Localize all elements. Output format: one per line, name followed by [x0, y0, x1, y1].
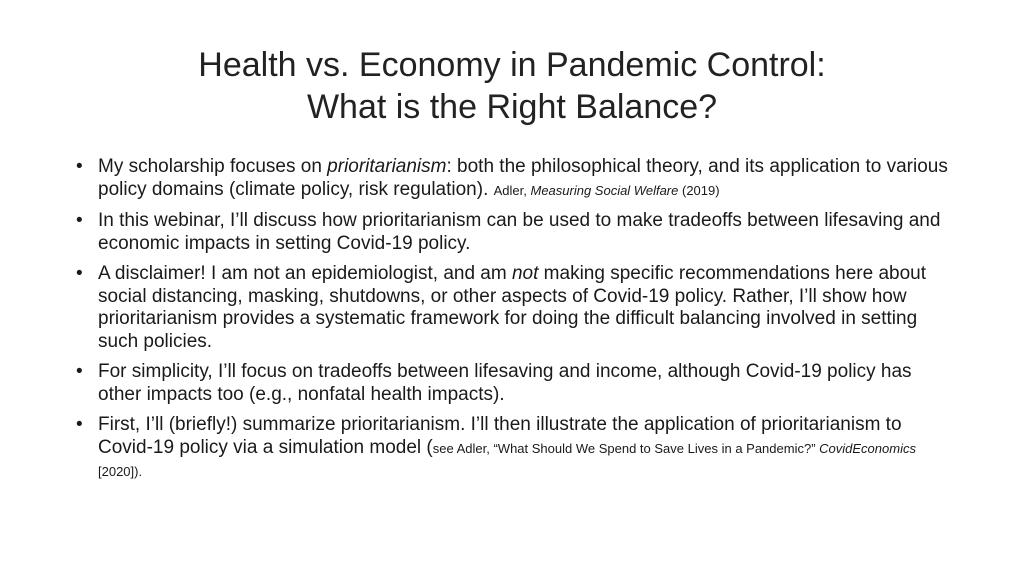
bullet-marker: • — [76, 361, 83, 382]
bullet-item — [76, 210, 956, 255]
bullet-text: My scholarship focuses on — [98, 156, 328, 177]
bullet-marker: • — [76, 263, 83, 284]
citation: see Adler, “What Should We Spend to Save Lives in a Pandemic?” — [432, 440, 820, 456]
bullet-item — [76, 361, 956, 406]
bullet-text: : both the philosophical theory, and its application to various policy domains (climate policy, risk regulation). — [98, 156, 948, 200]
bullet-item — [76, 156, 956, 202]
title-line-1: Health vs. Economy in Pandemic Control: — [198, 46, 826, 84]
title-line-2: What is the Right Balance? — [306, 88, 718, 126]
bullet-emphasis: prioritarianism — [327, 156, 447, 177]
citation-year: [2020]). — [98, 464, 143, 479]
slide-title — [0, 44, 1024, 128]
bullet-text: In this webinar, I’ll discuss how prioritarianism can be used to make tradeoffs between lifesaving and economic impacts in setting Covid-19 policy. — [98, 210, 941, 254]
bullet-marker: • — [76, 156, 83, 177]
bullet-marker: • — [76, 210, 83, 231]
bullet-item — [76, 263, 956, 353]
bullet-text: For simplicity, I’ll focus on tradeoffs between lifesaving and income, although Covid-19 policy has other impacts too (e.g., nonfatal health impacts). — [98, 361, 912, 405]
citation: Adler, — [493, 182, 531, 198]
bullet-emphasis: not — [511, 263, 539, 284]
citation-title: CovidEconomics — [819, 440, 916, 456]
bullet-list — [76, 156, 956, 492]
bullet-text: making specific recommendations here about social distancing, masking, shutdowns, or other aspects of Covid-19 policy. Rather, I’ll show how prioritarianism provides a systematic framework for doing the difficult balancing involved in setting such policies. — [98, 263, 926, 352]
bullet-text: A disclaimer! I am not an epidemiologist, and am — [98, 263, 512, 284]
bullet-marker: • — [76, 414, 83, 435]
bullet-item — [76, 414, 956, 484]
citation-year: (2019) — [678, 182, 720, 198]
citation-title: Measuring Social Welfare — [530, 182, 679, 198]
bullet-text: First, I’ll (briefly!) summarize prioritarianism. I’ll then illustrate the application of prioritarianism to Covid-19 policy via a simulation model ( — [98, 414, 902, 458]
